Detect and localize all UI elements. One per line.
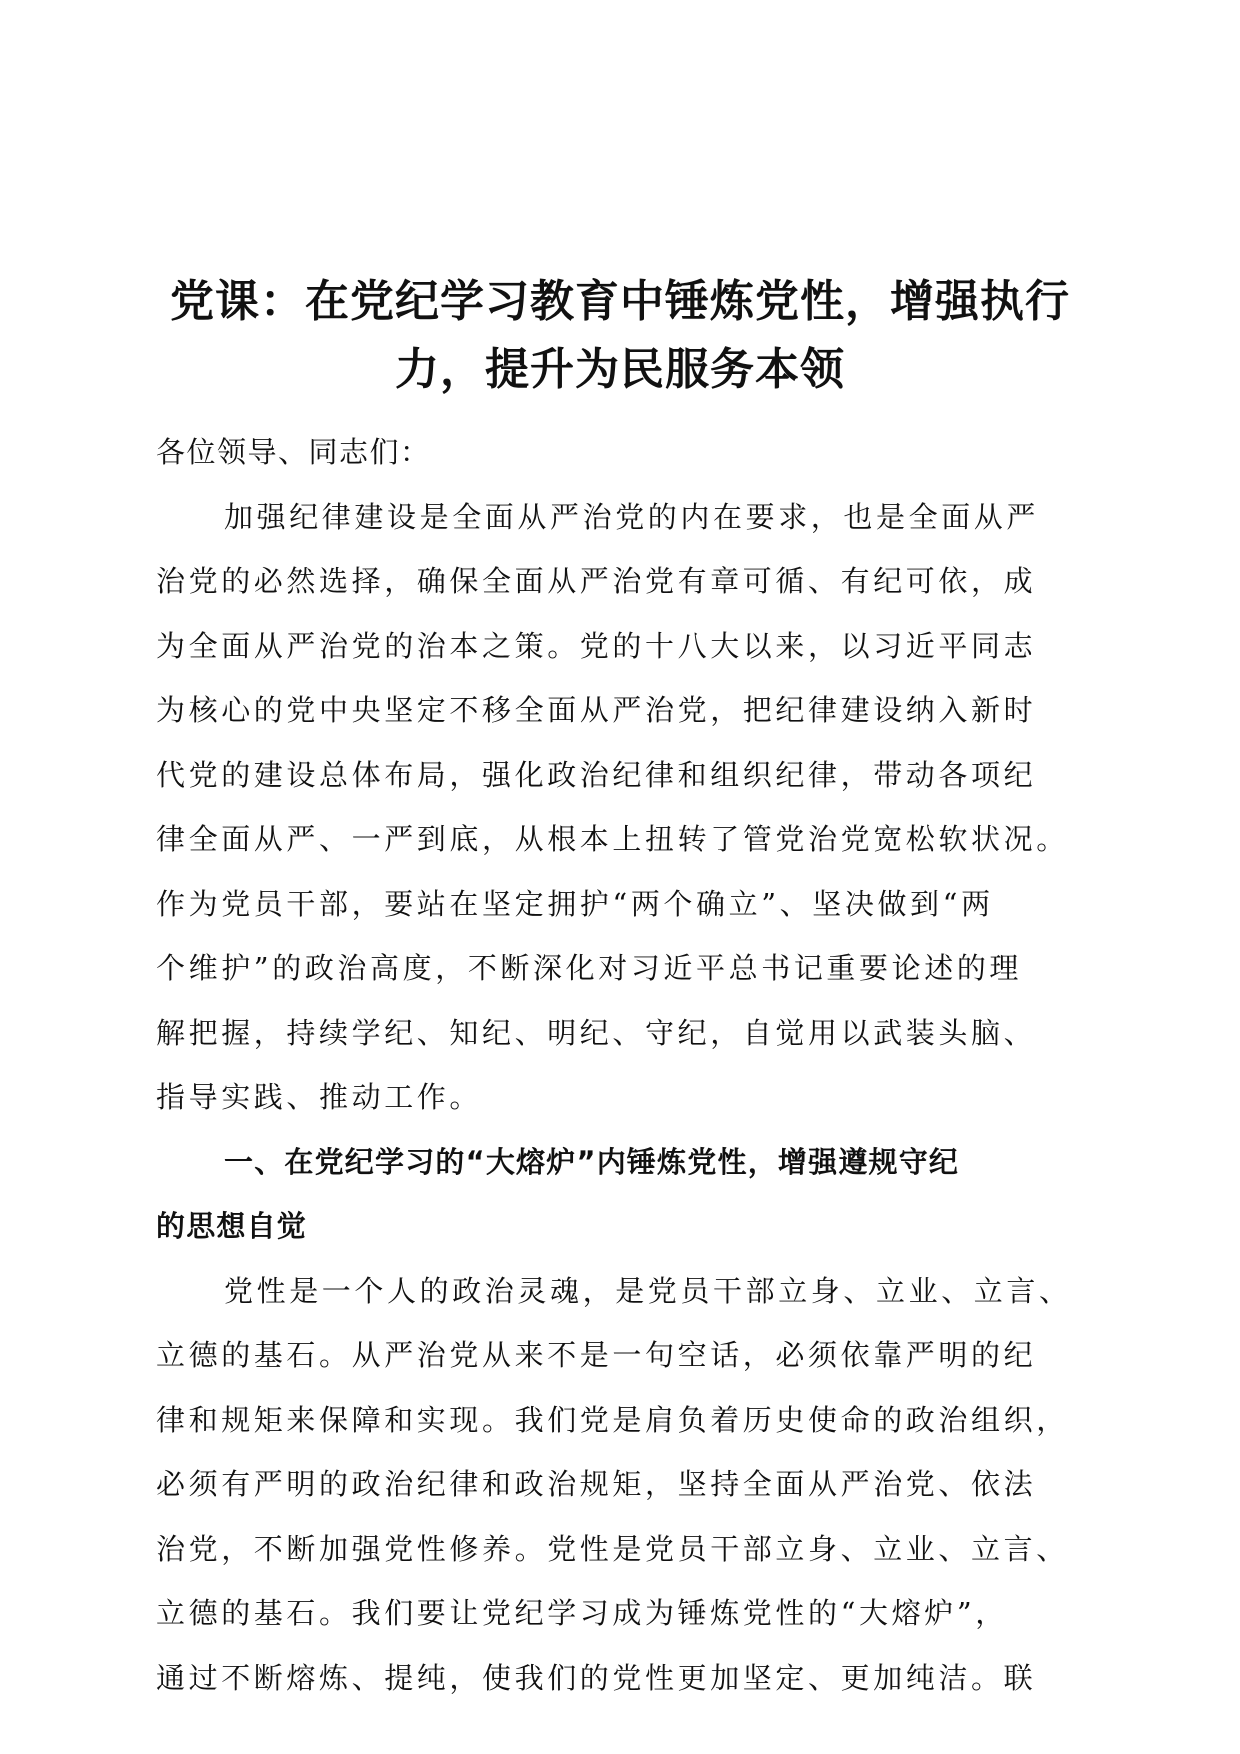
paragraph-1 (156, 485, 1086, 1130)
document-body (156, 420, 1086, 1710)
paragraph-line: 治党的必然选择，确保全面从严治党有章可循、有纪可依，成 (156, 564, 1037, 598)
salutation: 各位领导、同志们： (156, 435, 431, 469)
paragraph-line: 治党，不断加强党性修养。党性是党员干部立身、立业、立言、 (156, 1531, 1069, 1566)
title-line-1: 党课：在党纪学习教育中锤炼党性，增强执行 (170, 276, 1070, 327)
document-title (140, 268, 1100, 404)
paragraph-line: 通过不断熔炼、提纯，使我们的党性更加坚定、更加纯洁。联 (156, 1660, 1037, 1695)
paragraph-line: 律和规矩来保障和实现。我们党是肩负着历史使命的政治组织， (156, 1402, 1069, 1437)
paragraph-line: 代党的建设总体布局，强化政治纪律和组织纪律，带动各项纪 (156, 757, 1037, 792)
paragraph-line: 必须有严明的政治纪律和政治规矩，坚持全面从严治党、依法 (156, 1467, 1037, 1501)
title-line-2: 力，提升为民服务本领 (395, 344, 845, 395)
paragraph-line: 为核心的党中央坚定不移全面从严治党，把纪律建设纳入新时 (156, 693, 1037, 727)
paragraph-line: 解把握，持续学纪、知纪、明纪、守纪，自觉用以武装头脑、 (156, 1015, 1037, 1050)
heading-line: 一、在党纪学习的“大熔炉”内锤炼党性，增强遵规守纪 (224, 1144, 960, 1179)
paragraph-line: 指导实践、推动工作。 (156, 1080, 483, 1114)
paragraph-line: 立德的基石。我们要让党纪学习成为锤炼党性的“大熔炉”， (156, 1596, 1008, 1630)
paragraph-line: 律全面从严、一严到底，从根本上扭转了管党治党宽松软状况。 (156, 822, 1069, 856)
paragraph-line: 为全面从严治党的治本之策。党的十八大以来，以习近平同志 (156, 628, 1037, 663)
paragraph-2 (156, 1259, 1086, 1711)
paragraph-line: 加强纪律建设是全面从严治党的内在要求，也是全面从严 (224, 499, 1040, 534)
paragraph-line: 党性是一个人的政治灵魂，是党员干部立身、立业、立言、 (224, 1273, 1072, 1308)
paragraph-line: 个维护”的政治高度，不断深化对习近平总书记重要论述的理 (156, 951, 1023, 985)
paragraph-line: 作为党员干部，要站在坚定拥护“两个确立”、坚决做到“两 (156, 886, 994, 921)
heading-line: 的思想自觉 (156, 1209, 308, 1243)
paragraph-line: 立德的基石。从严治党从来不是一句空话，必须依靠严明的纪 (156, 1338, 1037, 1372)
section-heading-1 (156, 1130, 1086, 1259)
